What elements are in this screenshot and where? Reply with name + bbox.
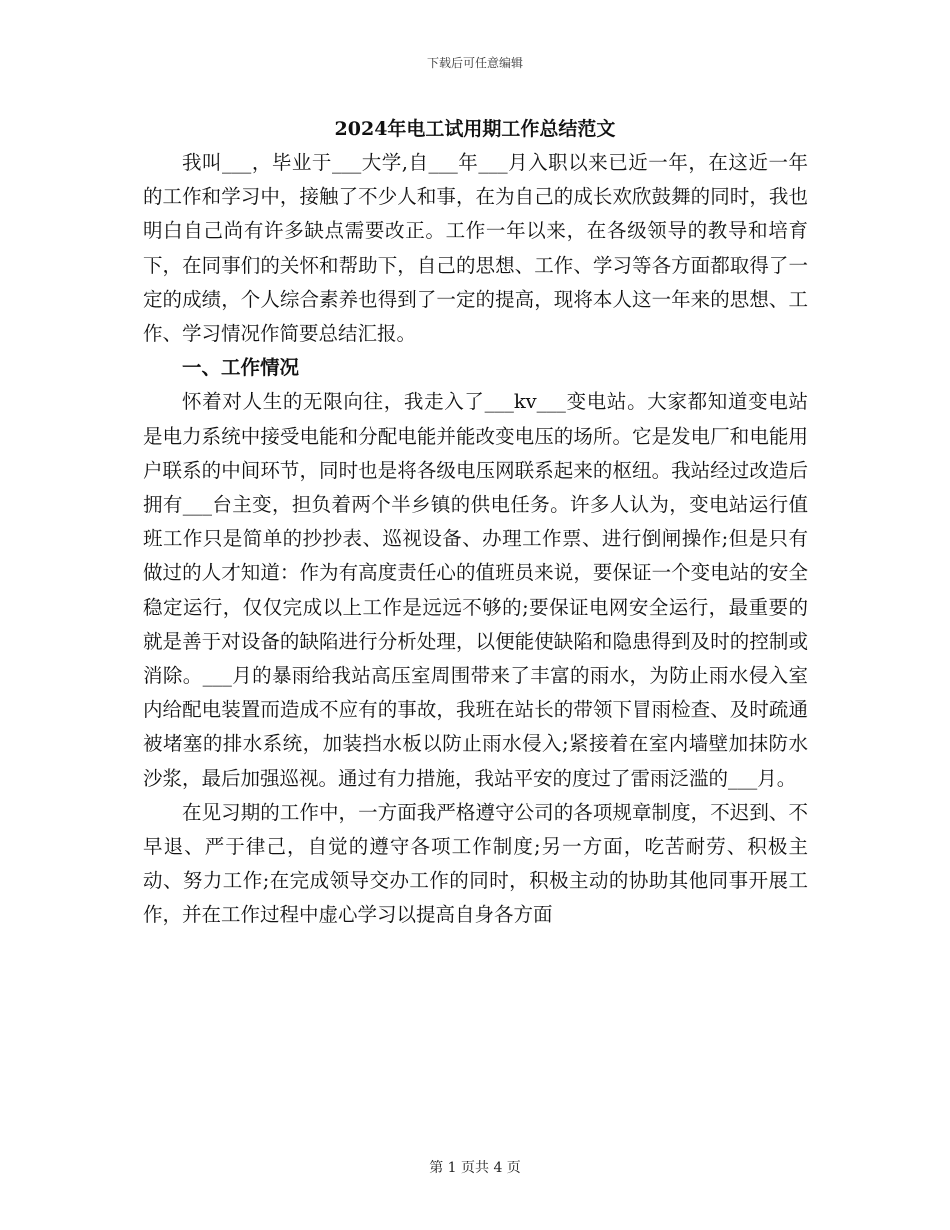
header-note: 下载后可任意编辑 (426, 56, 523, 70)
paragraph-work-2: 在见习期的工作中，一方面我严格遵守公司的各项规章制度，不迟到、不早退、严于律己，自觉的遵守各项工作制度;另一方面，吃苦耐劳、积极主动、努力工作;在完成领导交办工作的同时，积极主动的协助其他同事开展工作，并在工作过程中虚心学习以提高自身各方面 (143, 800, 808, 927)
section-heading-work: 一、工作情况 (182, 356, 300, 380)
page-number: 第 1 页共 4 页 (429, 1160, 521, 1176)
document-title: 2024年电工试用期工作总结范文 (334, 118, 616, 140)
paragraph-work-1: 怀着对人生的无限向往，我走入了___kv___变电站。大家都知道变电站是电力系统中接受电能和分配电能并能改变电压的场所。它是发电厂和电能用户联系的中间环节，同时也是将各级电压网联系起来的枢纽。我站经过改造后拥有___台主变，担负着两个半乡镇的供电任务。许多人认为，变电站运行值班工作只是简单的抄抄表、巡视设备、办理工作票、进行倒闸操作;但是只有做过的人才知道：作为有高度责任心的值班员来说，要保证一个变电站的安全稳定运行，仅仅完成以上工作是远远不够的;要保证电网安全运行，最重要的就是善于对设备的缺陷进行分析处理，以便能使缺陷和隐患得到及时的控制或消除。___月的暴雨给我站高压室周围带来了丰富的雨水，为防止雨水侵入室内给配电装置而造成不应有的事故，我班在站长的带领下冒雨检查、及时疏通被堵塞的排水系统，加装挡水板以防止雨水侵入;紧接着在室内墙壁加抹防水沙浆，最后加强巡视。通过有力措施，我站平安的度过了雷雨泛滥的___月。 (143, 390, 808, 790)
document-body (143, 146, 808, 933)
paragraph-intro: 我叫___，毕业于___大学,自___年___月入职以来已近一年，在这近一年的工作和学习中，接触了不少人和事，在为自己的成长欢欣鼓舞的同时，我也明白自己尚有许多缺点需要改正。工作一年以来，在各级领导的教导和培育下，在同事们的关怀和帮助下，自己的思想、工作、学习等各方面都取得了一定的成绩，个人综合素养也得到了一定的提高，现将本人这一年来的思想、工作、学习情况作简要总结汇报。 (143, 151, 808, 346)
